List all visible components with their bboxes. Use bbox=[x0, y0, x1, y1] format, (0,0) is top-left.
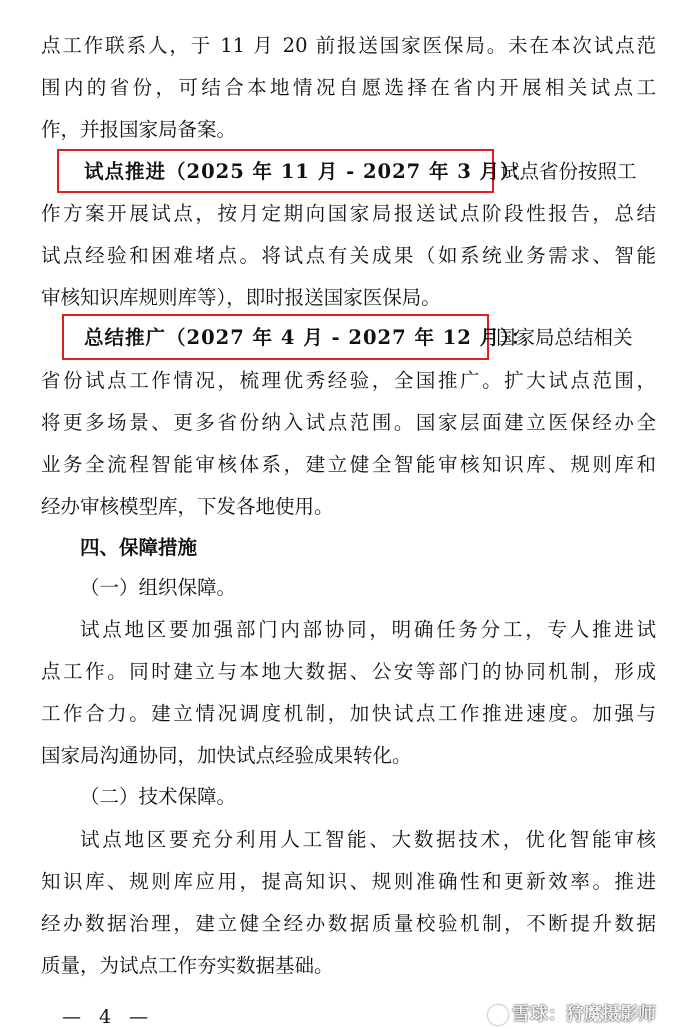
watermark-text: 雪球：狩魔摄影师 bbox=[512, 1004, 656, 1025]
paragraph-line: 质量，为试点工作夯实数据基础。 bbox=[41, 954, 334, 977]
phase-summary-text: 国家局总结相关 bbox=[496, 326, 633, 349]
paragraph-line: 工作合力。建立情况调度机制，加快试点工作推进速度。加强与 bbox=[41, 702, 656, 725]
watermark bbox=[488, 1004, 656, 1026]
paragraph-line: 作，并报国家局备案。 bbox=[41, 118, 237, 141]
paragraph-line: 试点经验和困难堵点。将试点有关成果（如系统业务需求、智能 bbox=[41, 244, 656, 267]
paragraph-line: 围内的省份，可结合本地情况自愿选择在省内开展相关试点工 bbox=[41, 76, 656, 99]
paragraph-line: 省份试点工作情况，梳理优秀经验，全国推广。扩大试点范围， bbox=[41, 369, 656, 392]
paragraph-line: 点工作联系人，于 11 月 20 前报送国家医保局。未在本次试点范 bbox=[41, 34, 656, 57]
paragraph-line: 试点地区要加强部门内部协同，明确任务分工，专人推进试 bbox=[80, 618, 656, 641]
subheading-organization: （一）组织保障。 bbox=[80, 576, 237, 599]
subheading-technical: （二）技术保障。 bbox=[80, 785, 237, 808]
page-number: — 4 — bbox=[62, 1006, 155, 1028]
phase-summary-label: 总结推广（2027 年 4 月 - 2027 年 12 月）： bbox=[84, 326, 532, 349]
paragraph-line: 经办审核模型库，下发各地使用。 bbox=[41, 495, 334, 518]
paragraph-line: 作方案开展试点，按月定期向国家局报送试点阶段性报告，总结 bbox=[41, 202, 656, 225]
paragraph-line: 试点地区要充分利用人工智能、大数据技术，优化智能审核 bbox=[80, 828, 656, 851]
phase-advance-label: 试点推进（2025 年 11 月 - 2027 年 3 月）： bbox=[84, 160, 532, 183]
paragraph-line: 点工作。同时建立与本地大数据、公安等部门的协同机制，形成 bbox=[41, 660, 656, 683]
paragraph-line: 经办数据治理，建立健全经办数据质量校验机制，不断提升数据 bbox=[41, 912, 656, 935]
section-heading: 四、保障措施 bbox=[80, 536, 198, 559]
paragraph-line: 业务全流程智能审核体系，建立健全智能审核知识库、规则库和 bbox=[41, 453, 656, 476]
paragraph-line: 国家局沟通协同，加快试点经验成果转化。 bbox=[41, 744, 412, 767]
paragraph-line: 审核知识库规则库等），即时报送国家医保局。 bbox=[41, 286, 441, 309]
paragraph-line: 知识库、规则库应用，提高知识、规则准确性和更新效率。推进 bbox=[41, 870, 656, 893]
phase-advance-text: 试点省份按照工 bbox=[500, 160, 637, 183]
snowball-logo-icon bbox=[488, 1005, 508, 1025]
paragraph-line: 将更多场景、更多省份纳入试点范围。国家层面建立医保经办全 bbox=[41, 411, 656, 434]
